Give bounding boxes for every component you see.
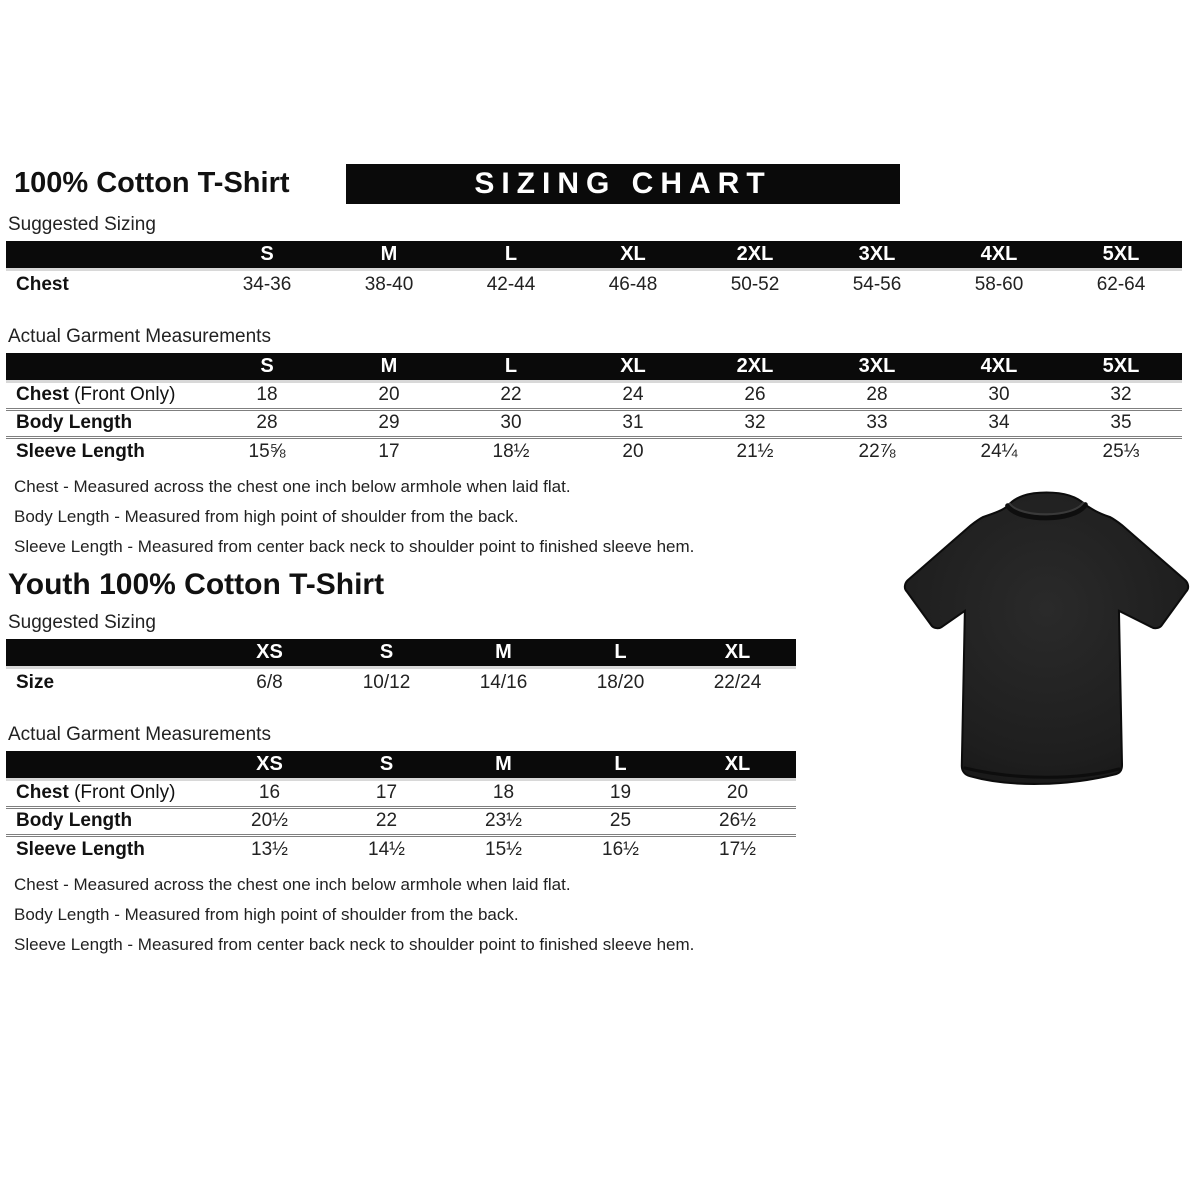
cell: 22	[450, 381, 572, 409]
cell: 15⅝	[248, 440, 286, 462]
cell: 32	[1060, 381, 1182, 409]
column-header: M	[328, 241, 450, 269]
cell: 24¼	[980, 440, 1018, 462]
column-header: 2XL	[694, 353, 816, 381]
row-label: Chest (Front Only)	[6, 779, 211, 807]
column-header: M	[445, 639, 562, 667]
youth-title: Youth 100% Cotton T-Shirt	[8, 568, 385, 601]
cell: 13½	[251, 838, 288, 860]
row-label: Chest	[16, 273, 69, 295]
cell: 34-36	[242, 273, 292, 295]
corner-cell	[6, 751, 211, 779]
cell: 23½	[445, 807, 562, 835]
table-row	[6, 667, 796, 697]
column-header: XL	[679, 639, 796, 667]
youth-actual-table	[6, 751, 796, 863]
column-header: XL	[572, 241, 694, 269]
youth-actual-measurements-label: Actual Garment Measurements	[8, 724, 271, 745]
cell: 18	[445, 779, 562, 807]
cell: 18	[206, 381, 328, 409]
tshirt-image	[893, 468, 1200, 820]
cell: 50-52	[730, 273, 780, 295]
column-header: S	[328, 639, 445, 667]
cell: 42-44	[486, 273, 536, 295]
cell: 22	[328, 807, 445, 835]
table-row	[6, 437, 1182, 465]
cell: 28	[206, 409, 328, 437]
cell: 6/8	[256, 671, 283, 693]
cell: 24	[572, 381, 694, 409]
column-header: 3XL	[816, 241, 938, 269]
cell: 26	[694, 381, 816, 409]
note-body-length: Body Length - Measured from high point of shoulder from the back.	[14, 905, 519, 924]
column-header: 4XL	[938, 353, 1060, 381]
cell: 10/12	[362, 671, 411, 693]
cell: 20½	[211, 807, 328, 835]
row-label: Sleeve Length	[16, 440, 145, 462]
cell: 25⅓	[1102, 440, 1140, 462]
cell: 16½	[602, 838, 639, 860]
table-row	[6, 269, 1182, 299]
table-row	[6, 779, 796, 807]
cell: 35	[1060, 409, 1182, 437]
row-label: Size	[16, 671, 55, 693]
cell: 21½	[736, 440, 774, 462]
row-label: Body Length	[6, 807, 211, 835]
corner-cell	[6, 241, 206, 269]
corner-cell	[6, 353, 206, 381]
column-header: L	[450, 241, 572, 269]
cell: 19	[562, 779, 679, 807]
cell: 22⅞	[858, 440, 896, 462]
table-row	[6, 409, 1182, 437]
column-header: 2XL	[694, 241, 816, 269]
row-label: Body Length	[6, 409, 206, 437]
cell: 62-64	[1096, 273, 1146, 295]
cell: 22/24	[713, 671, 762, 693]
column-header: S	[206, 241, 328, 269]
table-row	[6, 807, 796, 835]
column-header: S	[328, 751, 445, 779]
cell: 30	[450, 409, 572, 437]
cell: 54-56	[852, 273, 902, 295]
table-row	[6, 835, 796, 863]
column-header: 4XL	[938, 241, 1060, 269]
column-header: M	[328, 353, 450, 381]
column-header: S	[206, 353, 328, 381]
column-header: XS	[211, 639, 328, 667]
cell: 26½	[679, 807, 796, 835]
cell: 17½	[719, 838, 756, 860]
column-header: M	[445, 751, 562, 779]
column-header: 5XL	[1060, 241, 1182, 269]
cell: 18/20	[596, 671, 645, 693]
adult-suggested-sizing-label: Suggested Sizing	[8, 214, 156, 235]
cell: 34	[938, 409, 1060, 437]
note-body-length: Body Length - Measured from high point of shoulder from the back.	[14, 507, 519, 526]
cell: 30	[938, 381, 1060, 409]
cell: 18½	[492, 440, 530, 462]
corner-cell	[6, 639, 211, 667]
adult-actual-measurements-label: Actual Garment Measurements	[8, 326, 271, 347]
cell: 32	[694, 409, 816, 437]
cell: 38-40	[364, 273, 414, 295]
cell: 14/16	[479, 671, 528, 693]
cell: 46-48	[608, 273, 658, 295]
cell: 15½	[485, 838, 522, 860]
youth-suggested-table	[6, 639, 796, 697]
note-chest: Chest - Measured across the chest one inch below armhole when laid flat.	[14, 477, 571, 496]
cell: 28	[816, 381, 938, 409]
note-sleeve-length: Sleeve Length - Measured from center back neck to shoulder point to finished sleeve hem.	[14, 537, 695, 556]
adult-suggested-table	[6, 241, 1182, 299]
cell: 20	[622, 440, 644, 462]
row-label: Sleeve Length	[16, 838, 145, 860]
adult-actual-table	[6, 353, 1182, 465]
column-header: XS	[211, 751, 328, 779]
column-header: L	[450, 353, 572, 381]
cell: 58-60	[974, 273, 1024, 295]
cell: 14½	[368, 838, 405, 860]
column-header: 5XL	[1060, 353, 1182, 381]
column-header: L	[562, 639, 679, 667]
cell: 31	[572, 409, 694, 437]
page-title: 100% Cotton T-Shirt	[14, 167, 290, 199]
cell: 17	[328, 779, 445, 807]
cell: 16	[211, 779, 328, 807]
tshirt-silhouette	[905, 492, 1188, 783]
cell: 17	[378, 440, 400, 462]
youth-measurement-notes	[6, 876, 1200, 953]
adult-header-row	[6, 164, 1200, 204]
row-label: Chest (Front Only)	[6, 381, 206, 409]
table-row	[6, 381, 1182, 409]
column-header: XL	[572, 353, 694, 381]
column-header: XL	[679, 751, 796, 779]
cell: 20	[328, 381, 450, 409]
sizing-chart-banner: SIZING CHART	[346, 164, 900, 204]
note-chest: Chest - Measured across the chest one inch below armhole when laid flat.	[14, 875, 571, 894]
youth-suggested-sizing-label: Suggested Sizing	[8, 612, 156, 633]
note-sleeve-length: Sleeve Length - Measured from center back neck to shoulder point to finished sleeve hem.	[14, 935, 695, 954]
column-header: L	[562, 751, 679, 779]
cell: 33	[816, 409, 938, 437]
cell: 20	[679, 779, 796, 807]
cell: 25	[562, 807, 679, 835]
column-header: 3XL	[816, 353, 938, 381]
cell: 29	[328, 409, 450, 437]
